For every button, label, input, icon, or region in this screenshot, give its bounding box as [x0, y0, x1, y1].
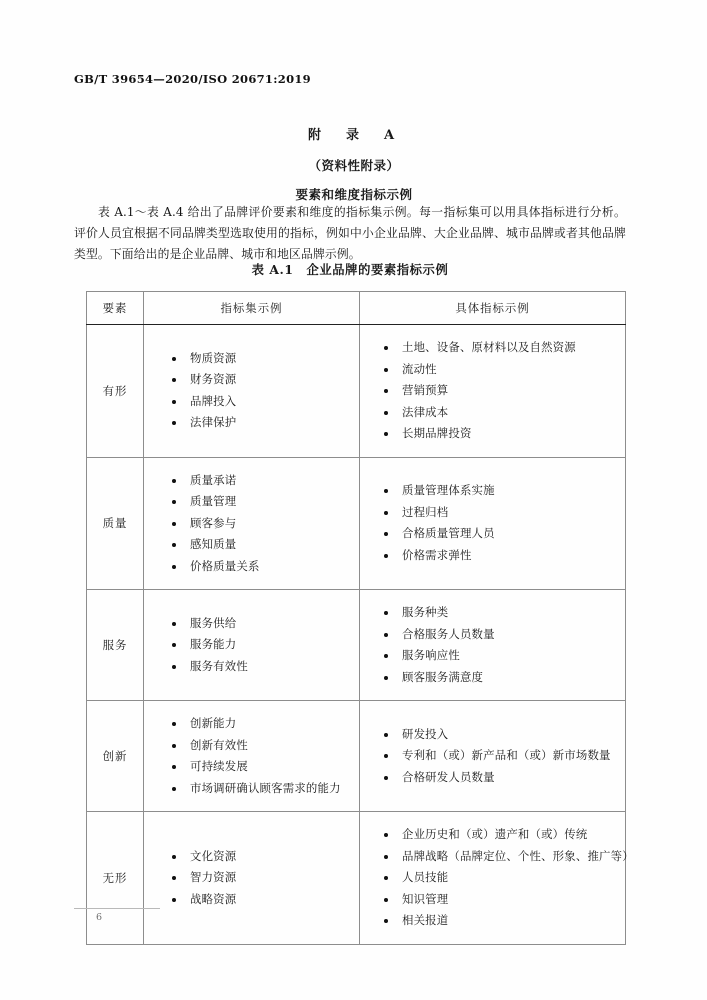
list-item: 创新有效性 [170, 735, 353, 757]
element-name: 创新 [87, 701, 144, 812]
detail-list [360, 325, 625, 457]
table-row [87, 812, 626, 945]
annex-topic-title: 要素和维度指标示例 [295, 186, 413, 202]
detail-list [360, 468, 625, 578]
list-item: 合格服务人员数量 [382, 624, 619, 646]
detail-list [360, 590, 625, 700]
annex-title: 附 录 A [307, 128, 401, 143]
list-item: 感知质量 [170, 534, 353, 556]
annex-subtitle: （资料性附录） [308, 157, 400, 173]
table-row [87, 457, 626, 590]
detail-cell [360, 812, 634, 945]
list-item: 服务能力 [170, 634, 353, 656]
table-container [86, 291, 634, 945]
detail-list [360, 812, 634, 944]
index-set-cell [144, 590, 360, 701]
list-item: 品牌投入 [170, 391, 353, 413]
detail-cell [360, 701, 626, 812]
list-item: 相关报道 [382, 910, 619, 932]
list-item: 营销预算 [382, 380, 619, 402]
table-row [87, 701, 626, 812]
detail-cell [360, 590, 626, 701]
index-set-list [144, 336, 359, 446]
list-item: 质量管理 [170, 491, 353, 513]
list-item: 土地、设备、原材料以及自然资源 [382, 337, 619, 359]
list-item: 法律成本 [382, 402, 619, 424]
list-item: 专利和（或）新产品和（或）新市场数量 [382, 745, 619, 767]
list-item: 价格质量关系 [170, 556, 353, 578]
column-header-element: 要素 [87, 292, 144, 325]
detail-cell [360, 325, 626, 458]
index-set-list [144, 701, 359, 811]
list-item: 顾客参与 [170, 513, 353, 535]
index-set-cell [144, 457, 360, 590]
index-set-list [144, 834, 359, 923]
element-name: 无形 [87, 812, 144, 945]
list-item: 顾客服务满意度 [382, 667, 619, 689]
list-item: 智力资源 [170, 867, 353, 889]
list-item: 研发投入 [382, 724, 619, 746]
table-body [87, 325, 634, 945]
list-item: 市场调研确认顾客需求的能力 [170, 778, 353, 800]
list-item: 创新能力 [170, 713, 353, 735]
list-item: 长期品牌投资 [382, 423, 619, 445]
list-item: 服务种类 [382, 602, 619, 624]
table-row [87, 590, 626, 701]
page-number: 6 [96, 912, 103, 923]
intro-paragraph: 表 A.1～表 A.4 给出了品牌评价要素和维度的指标集示例。每一指标集可以用具体指标进行分析。评价人员宜根据不同品牌类型选取使用的指标，例如中小企业品牌、大企业品牌、城市品牌或者其他品牌类型。下面给出的是企业品牌、城市和地区品牌示例。 [74, 205, 626, 261]
table-caption: 表 A.1 企业品牌的要素指标示例 [251, 262, 449, 277]
list-item: 质量承诺 [170, 470, 353, 492]
list-item: 知识管理 [382, 889, 619, 911]
document-header-standard-code: GB/T 39654—2020/ISO 20671:2019 [74, 72, 311, 86]
column-header-detail: 具体指标示例 [360, 292, 626, 325]
element-name: 有形 [87, 325, 144, 458]
list-item: 人员技能 [382, 867, 619, 889]
index-set-cell [144, 812, 360, 945]
list-item: 质量管理体系实施 [382, 480, 619, 502]
element-name: 服务 [87, 590, 144, 701]
annex-heading-block [74, 128, 634, 202]
index-set-list [144, 458, 359, 590]
list-item: 流动性 [382, 359, 619, 381]
table-row [87, 325, 626, 458]
list-item: 价格需求弹性 [382, 545, 619, 567]
index-set-cell [144, 701, 360, 812]
element-indicator-table [86, 291, 634, 945]
list-item: 财务资源 [170, 369, 353, 391]
list-item: 品牌战略（品牌定位、个性、形象、推广等） [382, 846, 619, 868]
index-set-list [144, 601, 359, 690]
element-name: 质量 [87, 457, 144, 590]
detail-list [360, 712, 625, 801]
list-item: 服务响应性 [382, 645, 619, 667]
table-header-row [87, 292, 626, 325]
detail-cell [360, 457, 626, 590]
index-set-cell [144, 325, 360, 458]
list-item: 法律保护 [170, 412, 353, 434]
list-item: 合格质量管理人员 [382, 523, 619, 545]
list-item: 战略资源 [170, 889, 353, 911]
list-item: 文化资源 [170, 846, 353, 868]
list-item: 服务有效性 [170, 656, 353, 678]
footer-divider [74, 908, 160, 909]
list-item: 服务供给 [170, 613, 353, 635]
list-item: 过程归档 [382, 502, 619, 524]
column-header-index-set: 指标集示例 [144, 292, 360, 325]
list-item: 物质资源 [170, 348, 353, 370]
list-item: 合格研发人员数量 [382, 767, 619, 789]
list-item: 可持续发展 [170, 756, 353, 778]
list-item: 企业历史和（或）遗产和（或）传统 [382, 824, 619, 846]
